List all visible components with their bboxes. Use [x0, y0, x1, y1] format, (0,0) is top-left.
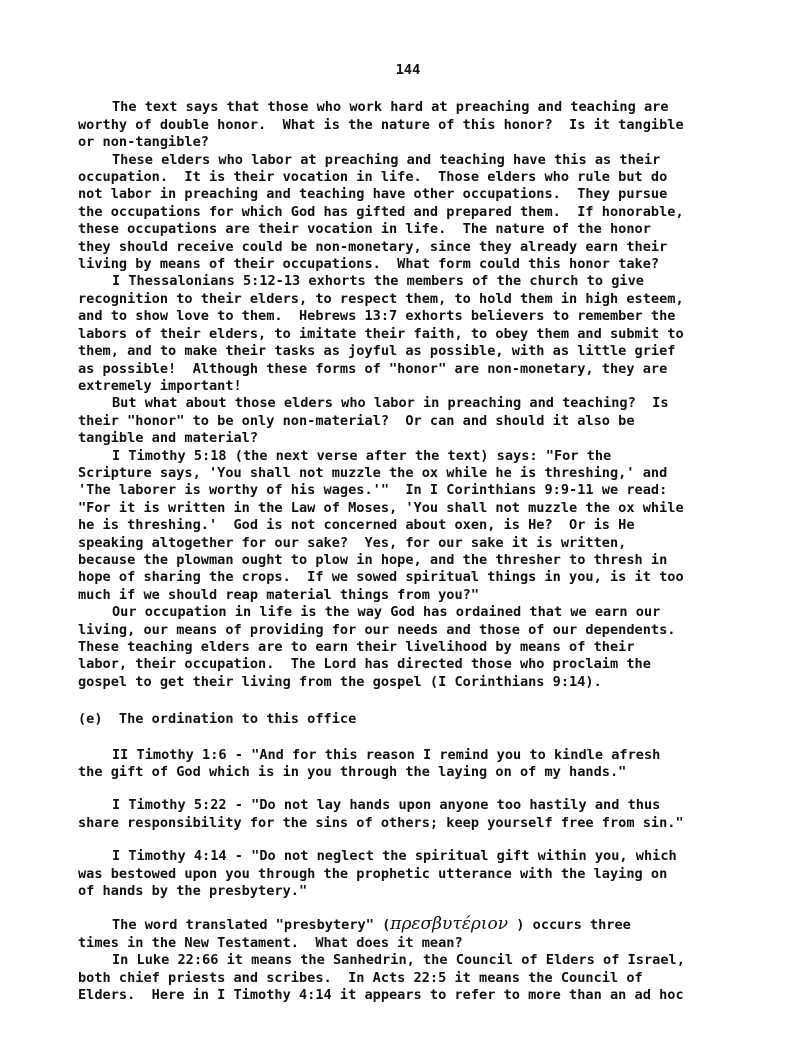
text-line: living, our means of providing for our needs and those of our dependents.: [78, 621, 676, 638]
text-line: of hands by the presbytery.": [78, 883, 308, 900]
text-line: and to show love to them. Hebrews 13:7 exhorts believers to remember the: [78, 308, 676, 325]
text-line: tangible and material?: [78, 430, 259, 447]
text-line: "For it is written in the Law of Moses, 'You shall not muzzle the ox while: [78, 499, 684, 516]
paragraph-occupation-living: [78, 604, 728, 691]
text-line: these occupations are their vocation in life. The nature of the honor: [78, 221, 651, 238]
text-line: the occupations for which God has gifted and prepared them. If honorable,: [78, 203, 684, 220]
text-line: extremely important!: [78, 377, 242, 394]
text-line: I Timothy 5:22 - "Do not lay hands upon anyone too hastily and thus: [112, 797, 661, 814]
text-line: occupation. It is their vocation in life. Those elders who rule but do: [78, 169, 668, 186]
quote-1-timothy-4-14: [78, 848, 728, 900]
text-line: But what about those elders who labor in preaching and teaching? Is: [112, 395, 669, 412]
text-line: he is threshing.' God is not concerned about oxen, is He? Or is He: [78, 517, 635, 534]
text-line: labor, their occupation. The Lord has directed those who proclaim the: [78, 656, 651, 673]
paragraph-thessalonians: [78, 273, 728, 395]
text-line: Our occupation in life is the way God has ordained that we earn our: [112, 604, 661, 621]
text-line: living by means of their occupations. What form could this honor take?: [78, 256, 660, 273]
text-line: both chief priests and scribes. In Acts 22:5 it means the Council of: [78, 969, 643, 986]
text-line: recognition to their elders, to respect them, to hold them in high esteem,: [78, 290, 684, 307]
text-line: labors of their elders, to imitate their faith, to obey them and submit to: [78, 325, 684, 342]
document-page: [78, 62, 728, 1005]
text-line: 'The laborer is worthy of his wages.'" In I Corinthians 9:9-11 we read:: [78, 482, 668, 499]
presbytery-text-after: ) occurs three: [508, 917, 631, 934]
text-line: not labor in preaching and teaching have other occupations. They pursue: [78, 186, 668, 203]
text-line: Elders. Here in I Timothy 4:14 it appears to refer to more than an ad hoc: [78, 987, 684, 1004]
text-line: they should receive could be non-monetary, since they already earn their: [78, 238, 668, 255]
paragraph-timothy-5-18: [78, 448, 728, 605]
text-line: because the plowman ought to plow in hope, and the thresher to thresh in: [78, 551, 668, 568]
greek-word: πρεσβυτέριον: [390, 914, 509, 935]
text-line: was bestowed upon you through the prophetic utterance with the laying on: [78, 865, 668, 882]
paragraph-honor-question: [78, 99, 728, 151]
text-line: I Timothy 5:18 (the next verse after the text) says: "For the: [112, 447, 612, 464]
text-line: times in the New Testament. What does it mean?: [78, 934, 463, 951]
text-line: Scripture says, 'You shall not muzzle the ox while he is threshing,' and: [78, 464, 668, 481]
quote-1-timothy-5-22: [78, 797, 728, 832]
text-line: or non-tangible?: [78, 134, 209, 151]
page-number: 144: [395, 62, 421, 78]
text-line: much if we should reap material things from you?": [78, 586, 480, 603]
text-line: as possible! Although these forms of "honor" are non-monetary, they are: [78, 360, 668, 377]
paragraph-material-honor: [78, 395, 728, 447]
paragraph-luke-acts: [78, 952, 728, 1004]
text-line: hope of sharing the crops. If we sowed spiritual things in you, is it too: [78, 569, 684, 586]
presbytery-text-before: The word translated "presbytery" (: [112, 917, 391, 934]
text-line: share responsibility for the sins of others; keep yourself free from sin.": [78, 814, 684, 831]
text-line: [78, 916, 728, 934]
section-heading: (e) The ordination to this office: [78, 711, 357, 728]
text-line: worthy of double honor. What is the nature of this honor? Is it tangible: [78, 116, 684, 133]
text-line: In Luke 22:66 it means the Sanhedrin, the Council of Elders of Israel,: [112, 952, 685, 969]
text-line: These elders who labor at preaching and teaching have this as their: [112, 151, 661, 168]
quote-2-timothy-1-6: [78, 747, 728, 782]
text-line: their "honor" to be only non-material? Or can and should it also be: [78, 412, 635, 429]
text-line: the gift of God which is in you through the laying on of my hands.": [78, 764, 627, 781]
text-line: speaking altogether for our sake? Yes, for our sake it is written,: [78, 534, 627, 551]
paragraph-elders-occupation: [78, 152, 728, 274]
text-line: I Timothy 4:14 - "Do not neglect the spiritual gift within you, which: [112, 848, 677, 865]
text-line: These teaching elders are to earn their livelihood by means of their: [78, 639, 635, 655]
text-line: gospel to get their living from the gospel (I Corinthians 9:14).: [78, 673, 602, 690]
paragraph-presbytery: [78, 916, 728, 952]
text-line: I Thessalonians 5:12-13 exhorts the members of the church to give: [112, 273, 644, 290]
text-line: them, and to make their tasks as joyful as possible, with as little grief: [78, 343, 676, 360]
text-line: The text says that those who work hard at preaching and teaching are: [112, 99, 669, 116]
text-line: II Timothy 1:6 - "And for this reason I remind you to kindle afresh: [112, 746, 661, 763]
